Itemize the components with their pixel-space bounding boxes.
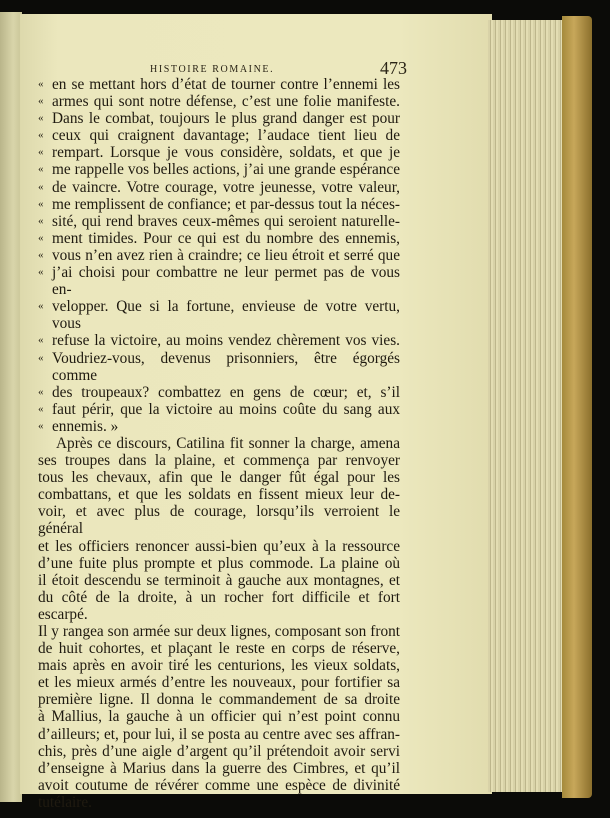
quote-mark: « [38,163,44,176]
narrative-paragraph [38,435,400,811]
line-text: me rappelle vos belles actions, j’ai une grande espérance [52,161,400,179]
line-text: velopper. Que si la fortune, envieuse de votre vertu, vous [52,298,400,333]
quote-mark: « [38,197,44,210]
line-text: tutélaire. [38,793,92,811]
line-text: chis, près d’une aigle d’argent qu’il prétendoit avoir servi [38,742,400,760]
quote-mark: « [38,95,44,108]
quote-mark: « [38,266,44,279]
text-line [38,161,400,178]
quote-mark: « [38,300,44,313]
quote-mark: « [38,112,44,125]
text-line [38,435,400,452]
quote-mark: « [38,419,44,432]
text-line [38,572,400,589]
text-line [38,350,400,384]
text-line [38,726,400,743]
text-line [38,230,400,247]
line-text: Il y rangea son armée sur deux lignes, composant son front [38,623,400,640]
text-line [38,213,400,230]
text-line [38,589,400,623]
line-text: faut périr, que la victoire au moins coûte du sang aux [52,400,400,418]
line-text: Voudriez-vous, devenus prisonniers, être égorgés comme [52,349,400,384]
line-text: sité, qui rend braves ceux-mêmes qui seroient naturelle- [52,212,400,230]
quote-mark: « [38,248,44,261]
quote-mark: « [38,402,44,415]
text-line [38,452,400,469]
text-line [38,503,400,537]
line-text: et les officiers renoncer aussi-bien qu’eux à la ressource [38,537,400,555]
text-line [38,332,400,349]
line-text: me remplissent de confiance; et par-dessus tout la néces- [52,195,400,213]
quote-mark: « [38,180,44,193]
line-text: ceux qui craignent davantage; l’audace tient lieu de [52,127,400,145]
line-text: de huit cohortes, et plaçant le reste en corps de réserve, [38,640,400,658]
text-line [38,469,400,486]
line-text: ses troupes dans la plaine, et commença par renvoyer [38,452,400,470]
page-stack-edges [488,20,566,792]
quote-mark: « [38,214,44,227]
text-line [38,538,400,555]
text-line [38,93,400,110]
facing-page-edge [0,12,22,802]
text-line [38,418,400,435]
page-number: 473 [380,58,407,78]
text-line [38,264,400,298]
running-header: HISTOIRE ROMAINE. [150,64,275,75]
text-line [38,760,400,777]
paragraph-indent [38,435,56,452]
line-text: de vaincre. Votre courage, votre jeunesse, votre valeur, [52,178,400,196]
text-line [38,384,400,401]
line-text: avoit coutume de révérer comme une espèce de divinité [38,776,400,794]
line-text: Dans le combat, toujours le plus grand danger est pour [52,110,400,128]
text-line [38,708,400,725]
line-text: armes qui sont notre défense, c’est une folie manifeste. [52,93,400,111]
speech-paragraph [38,76,400,435]
line-text: vous n’en avez rien à craindre; ce lieu étroit et serré que [52,246,400,264]
text-line [38,657,400,674]
text-line [38,623,400,640]
text-line [38,777,400,794]
quote-mark: « [38,385,44,398]
text-line [38,674,400,691]
text-line [38,247,400,264]
line-text: rempart. Lorsque je vous considère, soldats, et que je [52,144,400,162]
text-line [38,555,400,572]
quote-mark: « [38,78,44,90]
line-text: d’une fuite plus prompte et plus commode. La plaine où [38,554,400,572]
line-text: voir, et avec plus de courage, lorsqu’ils verroient le général [38,503,400,538]
quote-mark: « [38,334,44,347]
text-line [38,298,400,332]
quote-mark: « [38,129,44,142]
line-text: et les mieux armés d’entre les nouveaux, pour fortifier sa [38,674,400,692]
line-text: j’ai choisi pour combattre ne leur permet pas de vous en- [52,264,400,299]
text-line [38,401,400,418]
quote-mark: « [38,231,44,244]
text-line [38,144,400,161]
text-line [38,127,400,144]
line-text: d’ailleurs; et, pour lui, il se posta au centre avec ses affran- [38,725,400,743]
line-text: Après ce discours, Catilina fit sonner la charge, amena [56,434,400,452]
text-line [38,743,400,760]
line-text: mais après en avoir tiré les centurions, les vieux soldats, [38,657,400,675]
line-text: à Mallius, la gauche à un officier qui n’est point connu [38,708,400,726]
quote-mark: « [38,146,44,159]
line-text: d’enseigne à Marius dans la guerre des Cimbres, et qu’il [38,759,400,777]
text-line [38,110,400,127]
line-text: ment timides. Pour ce qui est du nombre des ennemis, [52,229,400,247]
line-text: combattans, et que les soldats en fissent mieux leur de- [38,486,400,504]
line-text: des troupeaux? combattez en gens de cœur; et, s’il [52,383,400,401]
text-line [38,794,400,811]
text-line [38,196,400,213]
line-text: tous les chevaux, afin que le danger fût égal pour les [38,469,400,487]
book-cover-edge [562,16,592,798]
text-line [38,179,400,196]
line-text: refuse la victoire, au moins vendez chèrement vos vies. [52,332,400,350]
line-text: première ligne. Il donna le commandement de sa droite [38,691,400,709]
line-text: ennemis. » [52,417,119,435]
text-line [38,76,400,93]
line-text: du côté de la droite, à un rocher fort difficile et fort escarpé. [38,588,400,623]
text-line [38,486,400,503]
body-text [38,76,400,811]
line-text: il étoit descendu se terminoit à gauche aux montagnes, et [38,571,400,589]
text-line [38,640,400,657]
quote-mark: « [38,351,44,364]
line-text: en se mettant hors d’état de tourner contre l’ennemi les [52,76,400,93]
text-line [38,691,400,708]
